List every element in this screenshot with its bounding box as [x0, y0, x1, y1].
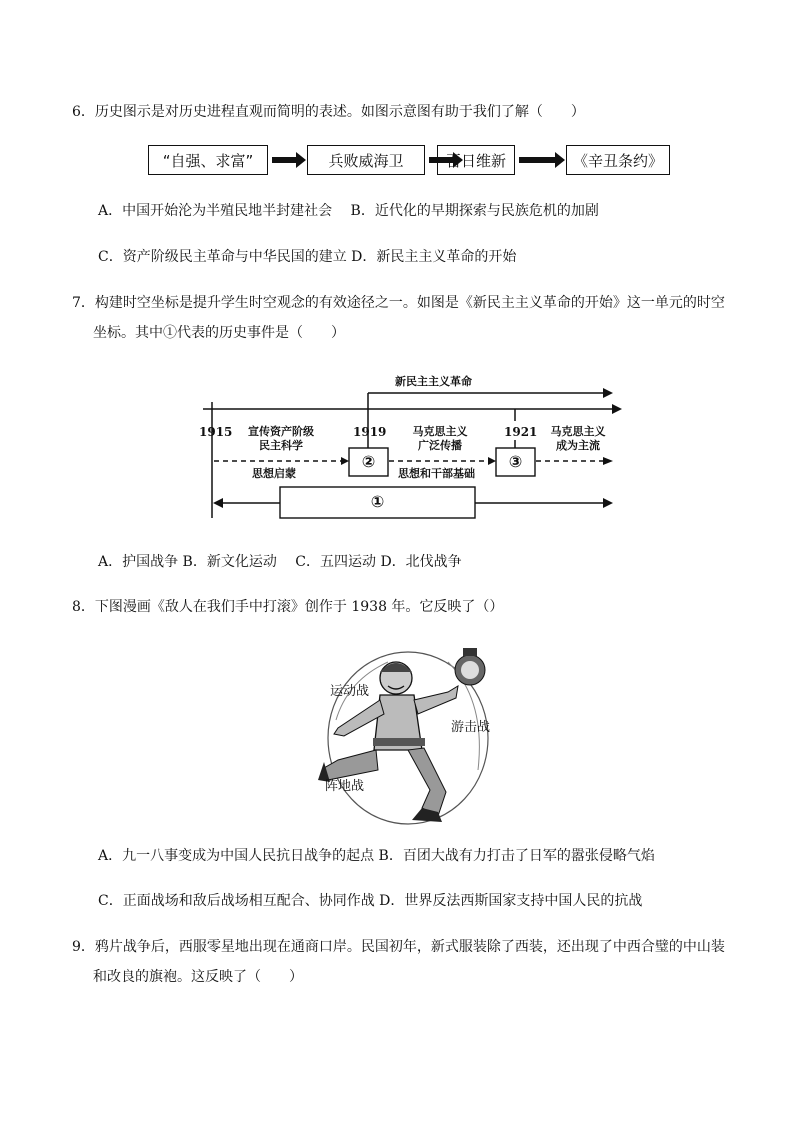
q8-stem: 8．下图漫画《敌人在我们手中打滚》创作于 1938 年。它反映了（）: [72, 599, 504, 615]
q7-stem-line1: 7．构建时空坐标是提升学生时空观念的有效途径之一。如图是《新民主主义革命的开始》这一单元的时空: [72, 295, 725, 311]
label-enlightenment: 思想启蒙: [252, 467, 296, 480]
flow-box-4: 《辛丑条约》: [566, 145, 670, 175]
marker-1: ①: [370, 492, 385, 511]
q8-options-cd: C．正面战场和敌后战场相互配合、协同作战 D．世界反法西斯国家支持中国人民的抗战: [98, 893, 643, 909]
caption-1-line1: 宣传资产阶级: [248, 425, 314, 438]
q7-stem-line2: 坐标。其中①代表的历史事件是（ ）: [93, 325, 345, 341]
year-1919: 1919: [353, 425, 387, 439]
caption-3-line2: 成为主流: [556, 439, 600, 452]
caption-1-line2: 民主科学: [259, 439, 303, 452]
marker-3: ③: [508, 452, 523, 471]
q9-stem-line2: 和改良的旗袍。这反映了（ ）: [93, 969, 303, 985]
year-1915: 1915: [199, 425, 233, 439]
flow-box-3: 百日维新: [437, 145, 515, 175]
marker-2: ②: [361, 452, 376, 471]
timeline-top-label: 新民主主义革命: [395, 375, 472, 388]
flow-box-1: “自强、求富”: [148, 145, 268, 175]
caption-3: [540, 425, 616, 453]
cartoon-label-positional: 阵地战: [325, 779, 365, 794]
q7-options: A．护国战争 B．新文化运动 C．五四运动 D．北伐战争: [98, 554, 462, 570]
caption-2-line2: 广泛传播: [418, 439, 462, 452]
label-cadre-basis: 思想和干部基础: [398, 467, 475, 480]
q9-stem-line1: 9．鸦片战争后，西服零星地出现在通商口岸。民国初年，新式服装除了西装，还出现了中西合璧的中山装: [72, 939, 725, 955]
q6-options-ab: A．中国开始沦为半殖民地半封建社会 B．近代化的早期探索与民族危机的加剧: [98, 203, 599, 219]
caption-1: [240, 425, 322, 453]
flow-box-2: 兵败威海卫: [307, 145, 425, 175]
q8-cartoon-image: [318, 640, 508, 830]
cartoon-label-mobile: 运动战: [330, 684, 370, 699]
caption-2: [402, 425, 478, 453]
caption-2-line1: 马克思主义: [412, 425, 468, 438]
cartoon-figure: [318, 640, 508, 830]
cartoon-label-guerrilla: 游击战: [451, 720, 491, 735]
q6-stem: 6．历史图示是对历史进程直观而简明的表述。如图示意图有助于我们了解（ ）: [72, 104, 585, 120]
year-1921: 1921: [504, 425, 538, 439]
q8-options-ab: A．九一八事变成为中国人民抗日战争的起点 B．百团大战有力打击了日军的嚣张侵略气焰: [98, 848, 655, 864]
caption-3-line1: 马克思主义: [550, 425, 606, 438]
q6-options-cd: C．资产阶级民主革命与中华民国的建立 D．新民主主义革命的开始: [98, 249, 517, 265]
